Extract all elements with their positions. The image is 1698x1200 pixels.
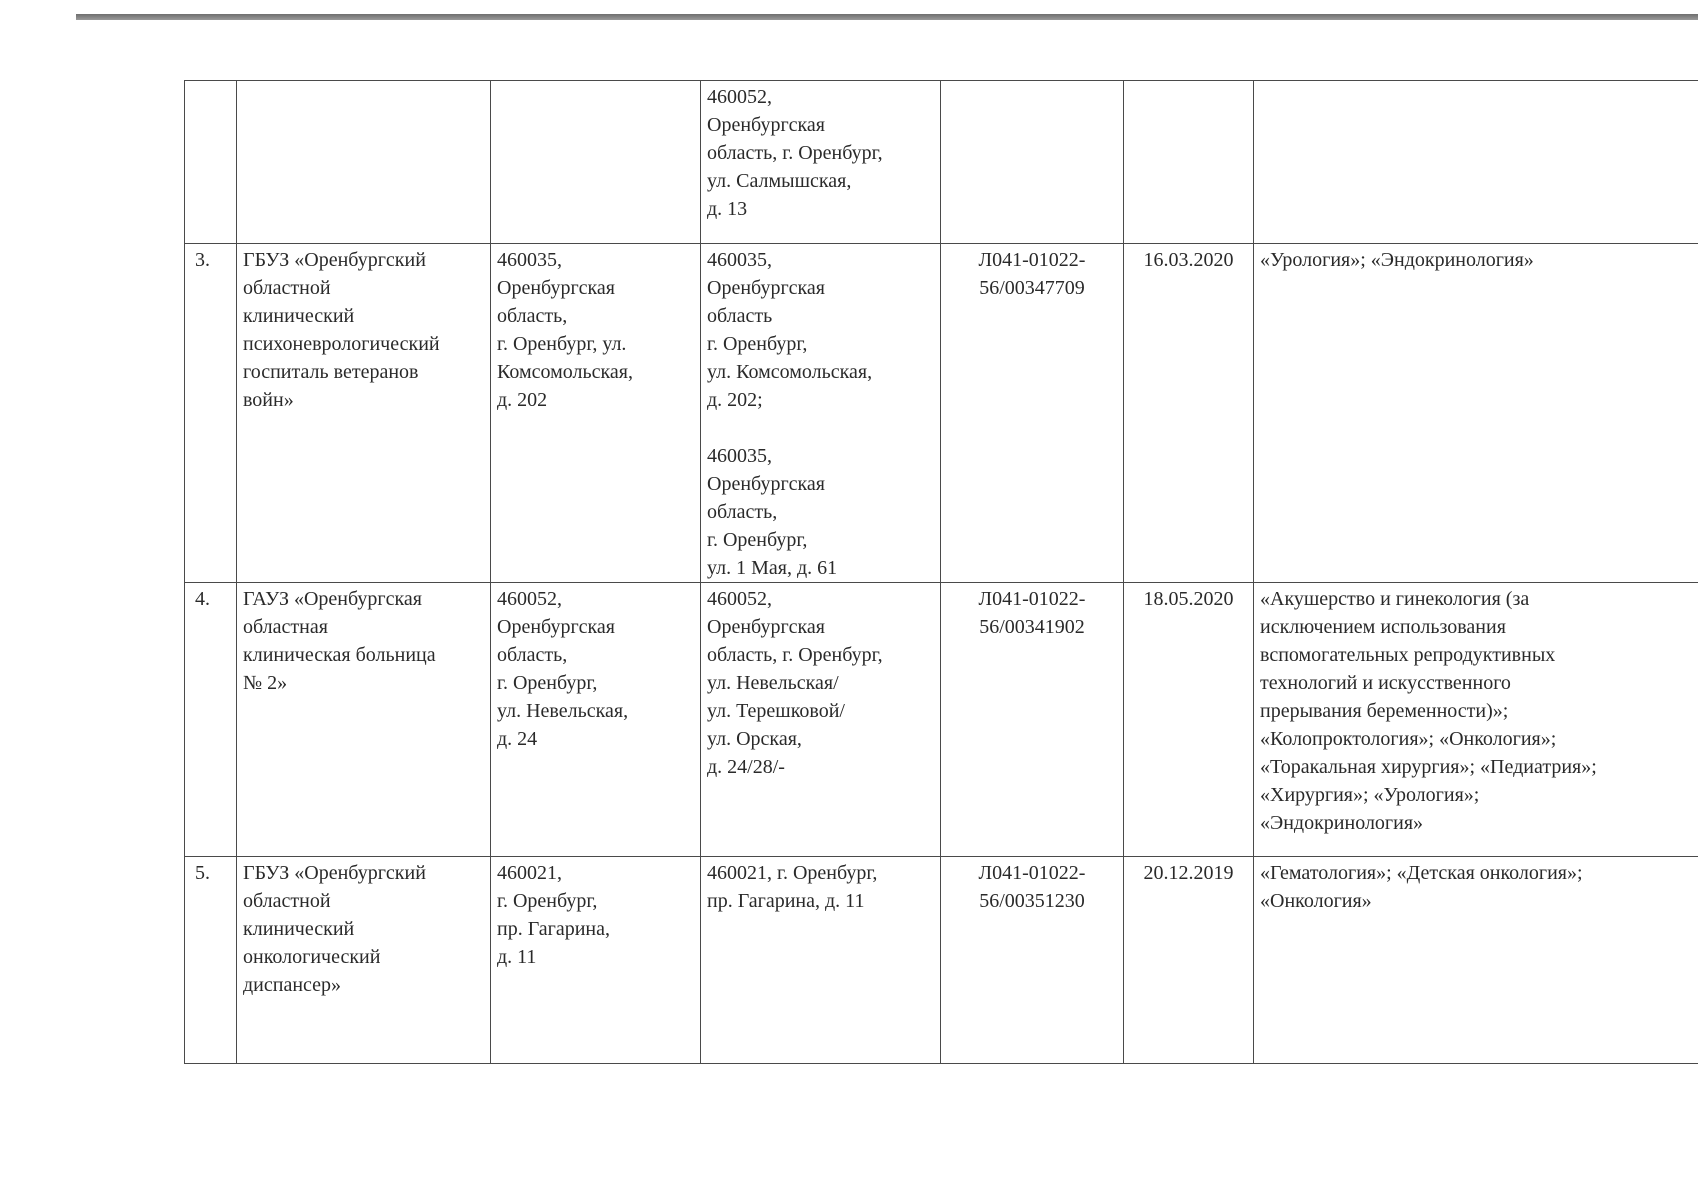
medical-services [1254,81,1698,244]
table-row [185,583,1698,857]
license-date: 16.03.2020 [1124,244,1254,583]
row-number [185,81,237,244]
activity-address: 460052, Оренбургская область, г. Оренбург, ул. Салмышская, д. 13 [701,81,941,244]
legal-address: 460035, Оренбургская область, г. Оренбург, ул. Комсомольская, д. 202 [491,244,701,583]
organization-name: ГАУЗ «Оренбургская областная клиническая больница № 2» [237,583,491,857]
organization-name: ГБУЗ «Оренбургский областной клинический онкологический диспансер» [237,857,491,1064]
license-number [941,81,1124,244]
license-number: Л041-01022- 56/00351230 [941,857,1124,1064]
medical-services: «Урология»; «Эндокринология» [1254,244,1698,583]
license-date: 18.05.2020 [1124,583,1254,857]
organization-name: ГБУЗ «Оренбургский областной клинический психоневрологический госпиталь ветеранов войн» [237,244,491,583]
activity-address: 460035, Оренбургская область г. Оренбург, ул. Комсомольская, д. 202; 460035, Оренбургская область, г. Оренбург, ул. 1 Мая, д. 61 [701,244,941,583]
row-number: 5. [185,857,237,1064]
activity-address: 460021, г. Оренбург, пр. Гагарина, д. 11 [701,857,941,1064]
license-number: Л041-01022- 56/00341902 [941,583,1124,857]
top-rule [76,14,1698,20]
table-row [185,857,1698,1064]
legal-address [491,81,701,244]
license-date: 20.12.2019 [1124,857,1254,1064]
activity-address: 460052, Оренбургская область, г. Оренбург, ул. Невельская/ ул. Терешковой/ ул. Орская, д. 24/28/- [701,583,941,857]
row-number: 3. [185,244,237,583]
table-row [185,81,1698,244]
license-date [1124,81,1254,244]
legal-address: 460052, Оренбургская область, г. Оренбург, ул. Невельская, д. 24 [491,583,701,857]
table-row [185,244,1698,583]
row-number: 4. [185,583,237,857]
legal-address: 460021, г. Оренбург, пр. Гагарина, д. 11 [491,857,701,1064]
license-number: Л041-01022- 56/00347709 [941,244,1124,583]
organization-name [237,81,491,244]
medical-services: «Акушерство и гинекология (за исключением использования вспомогательных репродуктивных технологий и искусственного прерывания беременности)»; «Колопроктология»; «Онкология»; «Торакальная хирургия»; «Педиатрия»; «Хирургия»; «Урология»; «Эндокринология» [1254,583,1698,857]
registry-table [184,80,1698,1064]
medical-services: «Гематология»; «Детская онкология»; «Онкология» [1254,857,1698,1064]
